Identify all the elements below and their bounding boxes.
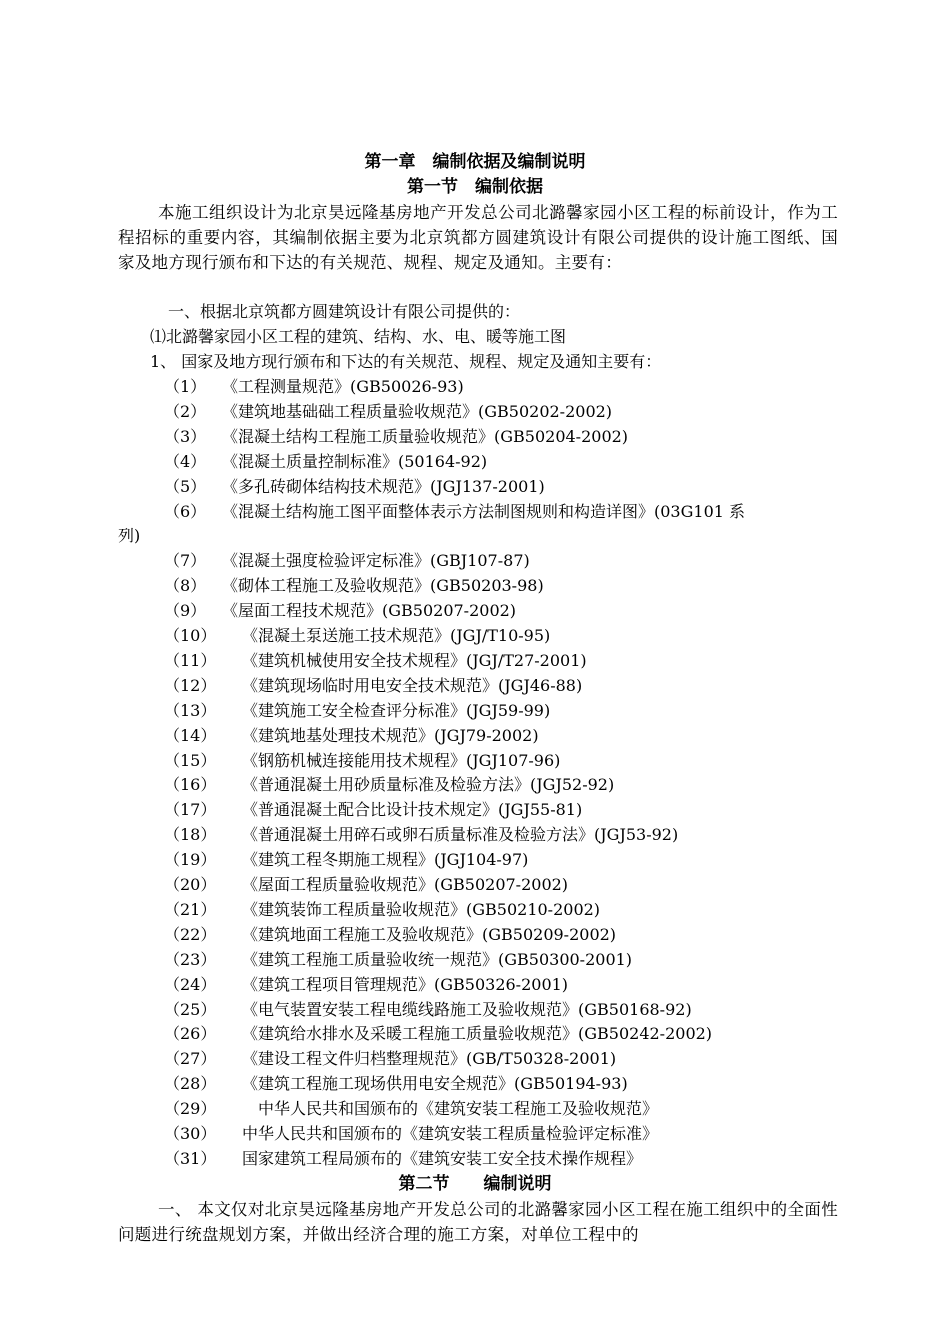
standard-item-text: 《混凝土质量控制标准》(50164-92) [222,451,488,471]
standard-item-number: （18） [164,825,217,845]
standard-item [164,548,904,573]
standard-item [164,1071,904,1096]
item-one: 一、根据北京筑都方圆建筑设计有限公司提供的： [168,302,521,321]
standard-item-number: （3） [164,426,207,446]
standard-item-text: 《建筑地面工程施工及验收规范》(GB50209-2002) [242,924,617,944]
standard-item [164,499,904,524]
standard-item-text: 《建筑地基础础工程质量验收规范》(GB50202-2002) [222,401,613,421]
standard-item-number: （28） [164,1074,217,1094]
standard-item-text: 中华人民共和国颁布的《建筑安装工程施工及验收规范》 [242,1099,659,1119]
standard-item-number: （19） [164,850,217,870]
standard-item [164,723,904,748]
standard-item [164,673,904,698]
standard-item [164,399,904,424]
standard-item [164,847,904,872]
standard-item-text: 《混凝土结构施工图平面整体表示方法制图规则和构造详图》(03G101 系 [222,501,746,521]
standard-item-number: （1） [164,377,207,396]
standard-item [164,1046,904,1071]
standard-item-number: （6） [164,501,207,521]
standard-item-number: （15） [164,750,217,770]
standard-item-number: （7） [164,551,207,571]
standard-item [164,623,904,648]
standard-item-number: （29） [164,1099,217,1119]
standard-item-text: 《钢筋机械连接能用技术规程》(JGJ107-96) [242,750,561,770]
standard-item [164,972,904,997]
standard-item-text: 《建筑工程施工质量验收统一规范》(GB50300-2001) [242,949,633,969]
standard-item-text: 《普通混凝土用砂质量标准及检验方法》(JGJ52-92) [242,775,615,795]
standard-item-text: 《建筑地基处理技术规范》(JGJ79-2002) [242,725,539,745]
standard-item-text: 《建筑工程项目管理规范》(GB50326-2001) [242,974,569,994]
standard-item-text: 《建筑装饰工程质量验收规范》(GB50210-2002) [242,899,601,919]
standard-item-text: 《建筑工程冬期施工规程》(JGJ104-97) [242,850,529,870]
standard-item [164,1146,904,1171]
item-one-sub: ⑴北潞馨家园小区工程的建筑、结构、水、电、暖等施工图 [150,327,567,346]
standard-item [164,1096,904,1121]
standard-item-number: （27） [164,1049,217,1069]
standard-item-text: 中华人民共和国颁布的《建筑安装工程质量检验评定标准》 [242,1124,659,1143]
standard-item-text: 《混凝土泵送施工技术规范》(JGJ/T10-95) [242,626,551,645]
standard-item-text: 《建筑给水排水及采暖工程施工质量验收规范》(GB50242-2002) [242,1024,713,1044]
standard-item-text: 《多孔砖砌体结构技术规范》(JGJ137-2001) [222,476,545,496]
standard-item [164,1021,904,1046]
standard-item-number: （11） [164,650,217,670]
standard-item-number: （2） [164,401,207,421]
standard-item [164,897,904,922]
standard-item [164,449,904,474]
item-two: 1、 国家及地方现行颁布和下达的有关规范、规程、规定及通知主要有： [150,352,662,371]
standard-item [164,648,904,673]
standard-item [164,922,904,947]
standard-item-text: 《工程测量规范》(GB50026-93) [222,377,464,396]
standard-item [164,573,904,598]
standard-item-text: 《屋面工程技术规范》(GB50207-2002) [222,601,517,621]
standard-item-text: 《建筑工程施工现场供用电安全规范》(GB50194-93) [242,1074,628,1094]
standard-item-number: （25） [164,999,217,1019]
standard-item-text: 《混凝土强度检验评定标准》(GBJ107-87) [222,551,530,571]
standard-item [164,374,904,399]
standard-item-number: （16） [164,775,217,795]
standard-item-text: 《混凝土结构工程施工质量验收规范》(GB50204-2002) [222,426,629,446]
standard-item-number: （23） [164,949,217,969]
standard-item [164,797,904,822]
standard-item-number: （30） [164,1124,217,1143]
standard-item [164,474,904,499]
standard-item [164,1121,904,1146]
standard-item-number: （8） [164,576,207,596]
standard-item-text: 列) [118,526,141,546]
section1-title: 第一节 编制依据 [407,177,543,197]
intro-paragraph: 本施工组织设计为北京昊远隆基房地产开发总公司北潞馨家园小区工程的标前设计，作为工程招标的重要内容，其编制依据主要为北京筑都方圆建筑设计有限公司提供的设计施工图纸、国家及地方现行颁布和下达的有关规范、规程、规定及通知。主要有： [118,203,838,272]
standard-item-text: 《屋面工程质量验收规范》(GB50207-2002) [242,875,569,894]
standard-item [164,698,904,723]
standard-item-number: （13） [164,700,217,720]
standard-item-text: 《普通混凝土用碎石或卵石质量标准及检验方法》(JGJ53-92) [242,825,679,845]
standard-item [164,872,904,897]
standard-item [164,997,904,1022]
standard-item-number: （24） [164,974,217,994]
standard-item-number: （20） [164,875,217,894]
section2-paragraph: 一、 本文仅对北京昊远隆基房地产开发总公司的北潞馨家园小区工程在施工组织中的全面性问题进行统盘规划方案，并做出经济合理的施工方案，对单位工程中的 [118,1200,838,1244]
standard-item-text: 《电气装置安装工程电缆线路施工及验收规范》(GB50168-92) [242,999,692,1019]
standard-item [164,947,904,972]
standard-item-text: 《建筑施工安全检查评分标准》(JGJ59-99) [242,700,551,720]
standard-item-text: 国家建筑工程局颁布的《建筑安装工安全技术操作规程》 [242,1148,643,1168]
standard-item-number: （31） [164,1148,217,1168]
standard-item-text: 《建设工程文件归档整理规范》(GB/T50328-2001) [242,1049,617,1069]
chapter-title: 第一章 编制依据及编制说明 [364,152,586,172]
standard-item-number: （4） [164,451,207,471]
standard-item [164,424,904,449]
standard-item-text: 《砌体工程施工及验收规范》(GB50203-98) [222,576,544,596]
standard-item-number: （9） [164,601,207,621]
standard-item-number: （5） [164,476,207,496]
standard-item-number: （14） [164,725,217,745]
standard-item [118,523,858,548]
standard-item-number: （17） [164,800,217,820]
standard-item [164,772,904,797]
standard-item-number: （26） [164,1024,217,1044]
standard-item-number: （10） [164,626,217,645]
standard-item-number: （22） [164,924,217,944]
standard-item [164,598,904,623]
standard-item-text: 《普通混凝土配合比设计技术规定》(JGJ55-81) [242,800,583,820]
standard-item-text: 《建筑机械使用安全技术规程》(JGJ/T27-2001) [242,650,587,670]
standard-item [164,748,904,773]
standard-item-text: 《建筑现场临时用电安全技术规范》(JGJ46-88) [242,675,583,695]
standard-item-number: （12） [164,675,217,695]
standard-item-number: （21） [164,899,217,919]
standard-item [164,822,904,847]
section2-title: 第二节 编制说明 [398,1174,552,1194]
